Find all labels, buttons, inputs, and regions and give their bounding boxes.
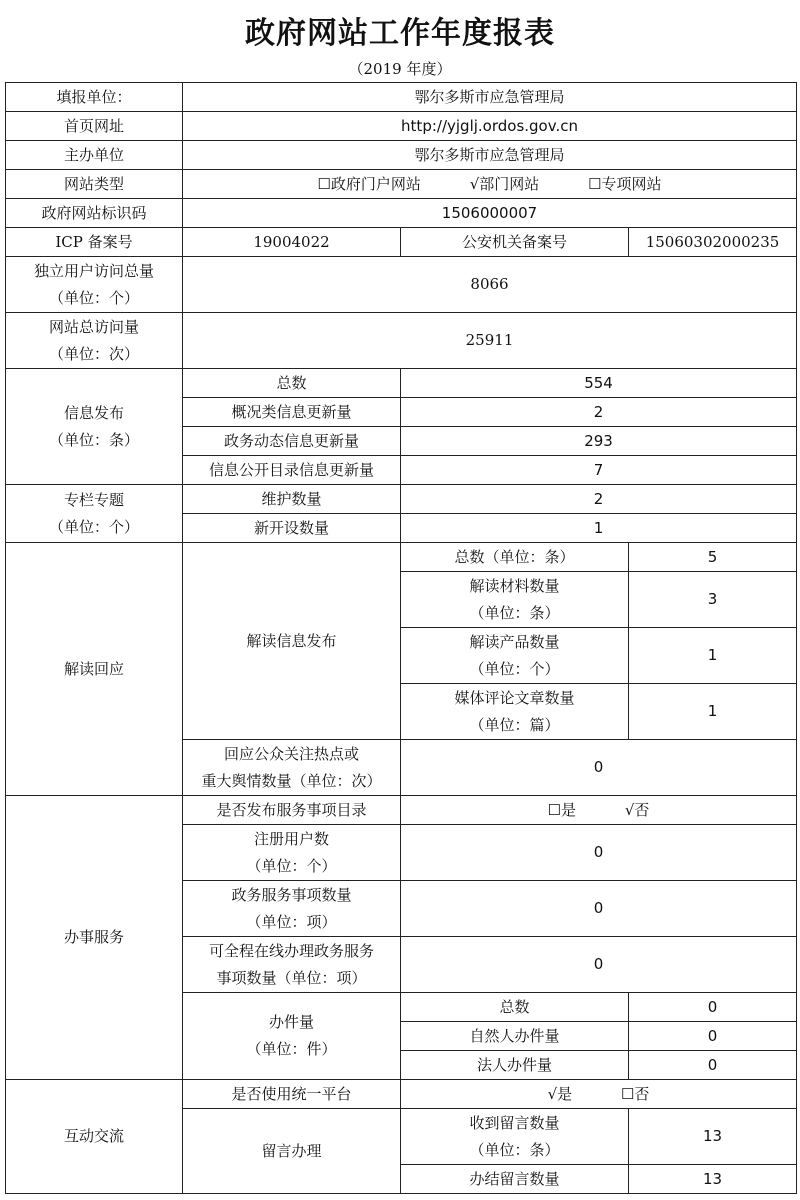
report-year: （2019 年度） [348, 60, 452, 78]
unit-label: 填报单位： [6, 83, 183, 112]
topic-section-label: 专栏专题 （单位：个） [6, 485, 183, 543]
info-row-value: 2 [401, 398, 797, 427]
cases-row-label: 法人办件量 [401, 1051, 629, 1080]
uv-label: 独立用户访问总量 （单位：个） [6, 257, 183, 313]
uv-value: 8066 [183, 257, 797, 313]
interp-row-value: 1 [629, 628, 797, 684]
service-row-value: 0 [401, 825, 797, 881]
interp-row-value: 1 [629, 684, 797, 740]
info-section-label: 信息发布 （单位：条） [6, 369, 183, 485]
messages-label: 留言办理 [183, 1109, 401, 1194]
info-row-value: 293 [401, 427, 797, 456]
unit-value: 鄂尔多斯市应急管理局 [183, 83, 797, 112]
info-row-label: 概况类信息更新量 [183, 398, 401, 427]
homepage-url: http://yjglj.ordos.gov.cn [183, 112, 797, 141]
interp-row-label: 解读材料数量 （单位：条） [401, 572, 629, 628]
option-no: ☐否 [620, 1084, 650, 1103]
homepage-label: 首页网址 [6, 112, 183, 141]
site-type-label: 网站类型 [6, 170, 183, 199]
checkbox-mark: ☐ [588, 174, 602, 193]
option-no: √否 [624, 800, 650, 819]
interp-row-label: 总数（单位：条） [401, 543, 629, 572]
police-value: 15060302000235 [629, 228, 797, 257]
sponsor-label: 主办单位 [6, 141, 183, 170]
topic-row-value: 2 [401, 485, 797, 514]
report-table [5, 82, 797, 1194]
police-label: 公安机关备案号 [401, 228, 629, 257]
interp-response-label: 回应公众关注热点或 重大舆情数量（单位：次） [183, 740, 401, 796]
checkbox-mark: √ [469, 174, 480, 193]
interp-row-value: 5 [629, 543, 797, 572]
sponsor-value: 鄂尔多斯市应急管理局 [183, 141, 797, 170]
service-catalog-label: 是否发布服务事项目录 [183, 796, 401, 825]
service-catalog-options [401, 796, 797, 825]
cases-row-label: 总数 [401, 993, 629, 1022]
info-row-value: 7 [401, 456, 797, 485]
service-row-label: 可全程在线办理政务服务 事项数量（单位：项） [183, 937, 401, 993]
site-code-value: 1506000007 [183, 199, 797, 228]
option-label: 专项网站 [601, 174, 662, 193]
option-label: 政府门户网站 [330, 174, 421, 193]
topic-row-label: 新开设数量 [183, 514, 401, 543]
service-row-value: 0 [401, 937, 797, 993]
service-row-label: 注册用户数 （单位：个） [183, 825, 401, 881]
interp-release-label: 解读信息发布 [183, 543, 401, 740]
service-section-label: 办事服务 [6, 796, 183, 1080]
icp-label: ICP 备案号 [6, 228, 183, 257]
site-code-label: 政府网站标识码 [6, 199, 183, 228]
topic-row-value: 1 [401, 514, 797, 543]
interp-row-label: 解读产品数量 （单位：个） [401, 628, 629, 684]
cases-row-value: 0 [629, 1022, 797, 1051]
service-row-label: 政务服务事项数量 （单位：项） [183, 881, 401, 937]
info-row-label: 总数 [183, 369, 401, 398]
icp-value: 19004022 [183, 228, 401, 257]
messages-row-value: 13 [629, 1109, 797, 1165]
site-type-option-portal [317, 171, 420, 198]
interp-response-value: 0 [401, 740, 797, 796]
topic-row-label: 维护数量 [183, 485, 401, 514]
interp-row-label: 媒体评论文章数量 （单位：篇） [401, 684, 629, 740]
cases-row-value: 0 [629, 993, 797, 1022]
pv-label: 网站总访问量 （单位：次） [6, 313, 183, 369]
option-yes: √是 [547, 1084, 573, 1103]
site-type-options [183, 170, 797, 199]
messages-row-label: 办结留言数量 [401, 1165, 629, 1194]
interp-section-label: 解读回应 [6, 543, 183, 796]
service-row-value: 0 [401, 881, 797, 937]
cases-row-label: 自然人办件量 [401, 1022, 629, 1051]
checkbox-mark: ☐ [317, 174, 331, 193]
site-type-option-department [470, 171, 540, 198]
info-row-label: 信息公开目录信息更新量 [183, 456, 401, 485]
interaction-section-label: 互动交流 [6, 1080, 183, 1194]
info-row-value: 554 [401, 369, 797, 398]
platform-options [401, 1080, 797, 1109]
cases-label: 办件量 （单位：件） [183, 993, 401, 1080]
page-title: 政府网站工作年度报表 [245, 16, 555, 51]
option-label: 部门网站 [479, 174, 540, 193]
platform-label: 是否使用统一平台 [183, 1080, 401, 1109]
cases-row-value: 0 [629, 1051, 797, 1080]
messages-row-value: 13 [629, 1165, 797, 1194]
info-row-label: 政务动态信息更新量 [183, 427, 401, 456]
interp-row-value: 3 [629, 572, 797, 628]
site-type-option-special [588, 171, 661, 198]
pv-value: 25911 [183, 313, 797, 369]
option-yes: ☐是 [547, 800, 577, 819]
messages-row-label: 收到留言数量 （单位：条） [401, 1109, 629, 1165]
